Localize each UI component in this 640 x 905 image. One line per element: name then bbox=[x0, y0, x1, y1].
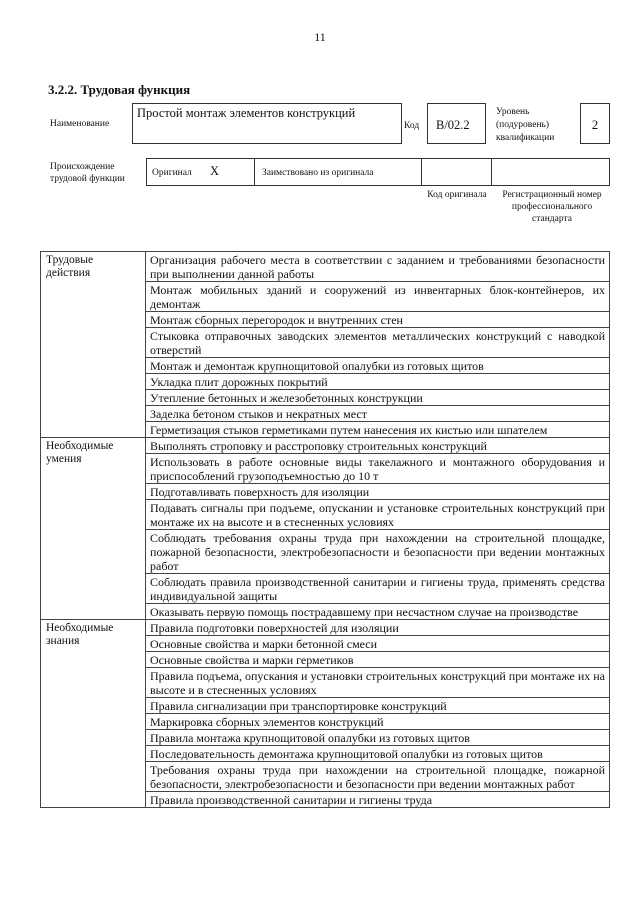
page-number: 11 bbox=[314, 30, 326, 44]
requirement-item: Соблюдать правила производственной санитарии и гигиены труда, применять средства индивидуальной защиты bbox=[146, 574, 610, 604]
requirement-item: Оказывать первую помощь пострадавшему при несчастном случае на производстве bbox=[146, 604, 610, 620]
section-category: Необходимые умения bbox=[41, 438, 146, 620]
function-name: Простой монтаж элементов конструкций bbox=[137, 106, 356, 120]
level-label: Уровень (подуровень) квалификации bbox=[496, 107, 555, 143]
requirement-item: Герметизация стыков герметиками путем нанесения их кистью или шпателем bbox=[146, 422, 610, 438]
requirement-item: Монтаж и демонтаж крупнощитовой опалубки из готовых щитов bbox=[146, 358, 610, 374]
origin-label: Происхождение трудовой функции bbox=[50, 162, 125, 184]
requirement-item: Использовать в работе основные виды такелажного и монтажного оборудования и приспособлений грузоподъемностью до 10 т bbox=[146, 454, 610, 484]
name-box bbox=[132, 103, 402, 144]
level-box bbox=[580, 103, 610, 144]
requirement-item: Стыковка отправочных заводских элементов металлических конструкций с наводкой отверстий bbox=[146, 328, 610, 358]
requirement-item: Утепление бетонных и железобетонных конструкции bbox=[146, 390, 610, 406]
requirement-item: Подавать сигналы при подъеме, опускании и установке строительных конструкций при монтаже их на высоте и в стесненных условиях bbox=[146, 500, 610, 530]
requirement-item: Требования охраны труда при нахождении на строительной площадке, пожарной безопасности, электробезопасности и безопасности при ведении монтажных работ bbox=[146, 762, 610, 792]
requirement-item: Подготавливать поверхность для изоляции bbox=[146, 484, 610, 500]
borrowed-label: Заимствовано из оригинала bbox=[262, 168, 374, 178]
section-category: Трудовые действия bbox=[41, 252, 146, 438]
code-value: B/02.2 bbox=[436, 118, 470, 132]
origin-divider-2 bbox=[421, 158, 422, 186]
requirement-item: Основные свойства и марки герметиков bbox=[146, 652, 610, 668]
requirement-item: Правила производственной санитарии и гигиены труда bbox=[146, 792, 610, 808]
requirement-item: Монтаж сборных перегородок и внутренних стен bbox=[146, 312, 610, 328]
function-table bbox=[40, 251, 610, 808]
section-category: Необходимые знания bbox=[41, 620, 146, 808]
level-value: 2 bbox=[591, 118, 599, 132]
requirement-item: Правила монтажа крупнощитовой опалубки из готовых щитов bbox=[146, 730, 610, 746]
origin-divider-3 bbox=[491, 158, 492, 186]
requirement-item: Основные свойства и марки бетонной смеси bbox=[146, 636, 610, 652]
requirement-item: Маркировка сборных элементов конструкций bbox=[146, 714, 610, 730]
requirement-item: Выполнять строповку и расстроповку строительных конструкций bbox=[146, 438, 610, 454]
table-row bbox=[41, 438, 610, 454]
table-row bbox=[41, 252, 610, 282]
requirement-item: Организация рабочего места в соответствии с заданием и требованиями безопасности при выполнении данной работы bbox=[146, 252, 610, 282]
table-row bbox=[41, 620, 610, 636]
original-mark: X bbox=[210, 164, 220, 178]
requirement-item: Заделка бетоном стыков и некратных мест bbox=[146, 406, 610, 422]
original-label: Оригинал bbox=[152, 168, 192, 178]
requirement-item: Укладка плит дорожных покрытий bbox=[146, 374, 610, 390]
code-box bbox=[427, 103, 486, 144]
code-original-caption: Код оригинала bbox=[427, 190, 487, 200]
requirement-item: Правила подъема, опускания и установки строительных конструкций при монтаже их на высоте и в стесненных условиях bbox=[146, 668, 610, 698]
requirement-item: Правила подготовки поверхностей для изоляции bbox=[146, 620, 610, 636]
section-title: 3.2.2. Трудовая функция bbox=[48, 82, 191, 97]
code-label: Код bbox=[404, 121, 420, 131]
requirement-item: Соблюдать требования охраны труда при нахождении на строительной площадке, пожарной безопасности, электробезопасности и безопасности при ведении монтажных работ bbox=[146, 530, 610, 574]
requirement-item: Монтаж мобильных зданий и сооружений из инвентарных блок-контейнеров, их демонтаж bbox=[146, 282, 610, 312]
reg-number-caption: Регистрационный номер профессионального стандарта bbox=[502, 190, 602, 224]
requirement-item: Правила сигнализации при транспортировке конструкций bbox=[146, 698, 610, 714]
origin-divider-1 bbox=[254, 158, 255, 186]
requirement-item: Последовательность демонтажа крупнощитовой опалубки из готовых щитов bbox=[146, 746, 610, 762]
name-label: Наименование bbox=[50, 119, 110, 129]
